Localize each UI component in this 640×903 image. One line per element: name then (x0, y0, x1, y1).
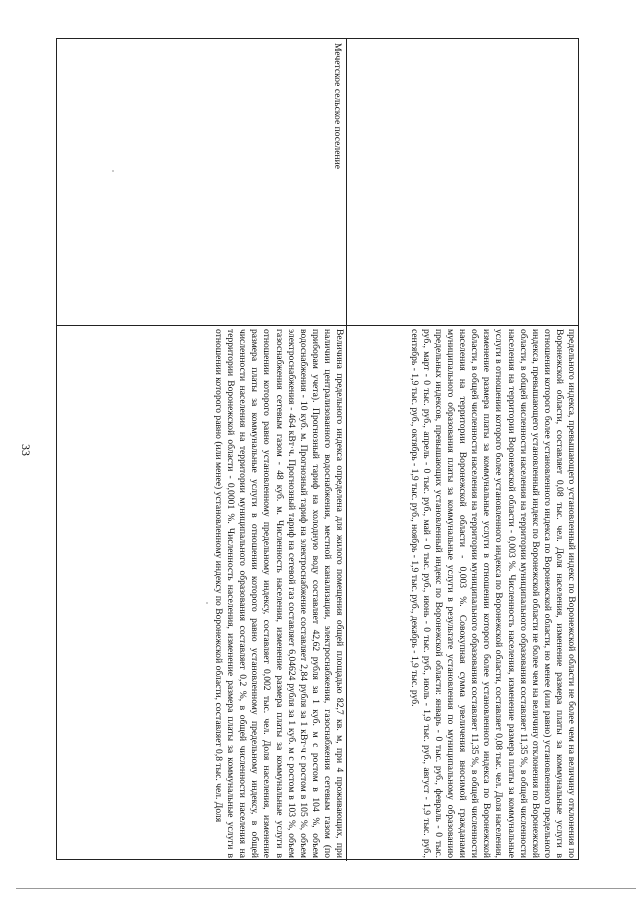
table-row (57, 39, 346, 861)
municipality-cell (347, 39, 578, 326)
scan-speck (206, 602, 208, 604)
description-cell: Величина предельного индекса определена для жилого помещения общей площадью 82,7 кв. м, при 4 проживающих, при наличии централизованного водоснабжения, местной канализации, электроснабжения, газоснабжения сетевым газом (по приборам учета). Прогнозный тариф на холодную воду составляет 42,62 рубля за 1 куб. м с ростом в 104 %, объем водоснабжения - 10 куб. м. Прогнозный тариф на электроснабжение составляет 2,84 рубля за 1 кВт·ч с ростом в 105 %, объем электроснабжения - 464 кВт·ч. Прогнозный тариф на сетевой газ составляет 6,04624 рубля за 1 куб. м с ростом в 103 %, объем газоснабжения сетевым газом - 48 куб. м. Численность населения, изменение размера платы за коммунальные услуги в отношении которого равно установленному предельному индексу, составляет 0,002 тыс. чел. Доля населения, изменение размера платы за коммунальные услуги в отношении которого равно установленному предельному индексу, в общей численности населения на территории муниципального образования составляет 0,2 %, в общей численности населения на территории Воронежской области - 0,0001 %. Численность населения, изменение размера платы за коммунальные услуги в отношении которого равно (или менее) установленному индексу по Воронежской области, составляет 0,8 тыс. чел. Доля (213, 329, 345, 858)
table-row (346, 39, 578, 861)
description-cell: предельного индекса, превышающего установленный индекс по Воронежской области не более чем на величину отклонения по Воронежской области, составляет 0,08 тыс. чел. Доля населения, изменение размера платы за коммунальные услуги в отношении которого более установленного индекса по Воронежской области, но менее (или равно) установленного предельного индекса, превышающего установленный индекс по Воронежской области не более чем на величину отклонения по Воронежской области, в общей численности населения на территории муниципального образования составляет 11,35 %, в общей численности населения на территории Воронежской области - 0,003 %. Численность населения, изменение размера платы за коммунальные услуги в отношении которого более установленного индекса по Воронежской области, составляет 0,08 тыс. чел. Доля населения, изменение размера платы за коммунальные услуги в отношении которого более установленного индекса по Воронежской области, в общей численности населения на территории муниципального образования составляет 11,35 %, в общей численности населения на территории Воронежской области - 0,003 %. Совокупная сумма увеличения вносимой гражданами муниципального образования платы за коммунальные услуги в результате установления по муниципальному образованию предельных индексов, превышающих установленный индекс по Воронежской области: январь - 0 тыс. руб., февраль - 0 тыс. руб., март - 0 тыс. руб., апрель - 0 тыс. руб., май - 0 тыс. руб., июнь - 0 тыс. руб., июль - 1,9 тыс. руб., август - 1,9 тыс. руб., сентябрь - 1,9 тыс. руб., октябрь - 1,9 тыс. руб., ноябрь - 1,9 тыс. руб., декабрь - 1,9 тыс. руб. (408, 329, 577, 858)
scan-edge-line (16, 888, 636, 889)
page-number: 33 (19, 444, 33, 456)
scan-speck (112, 170, 114, 172)
indices-table (56, 38, 579, 860)
municipality-cell: Мечетское сельское поселение (57, 39, 346, 326)
